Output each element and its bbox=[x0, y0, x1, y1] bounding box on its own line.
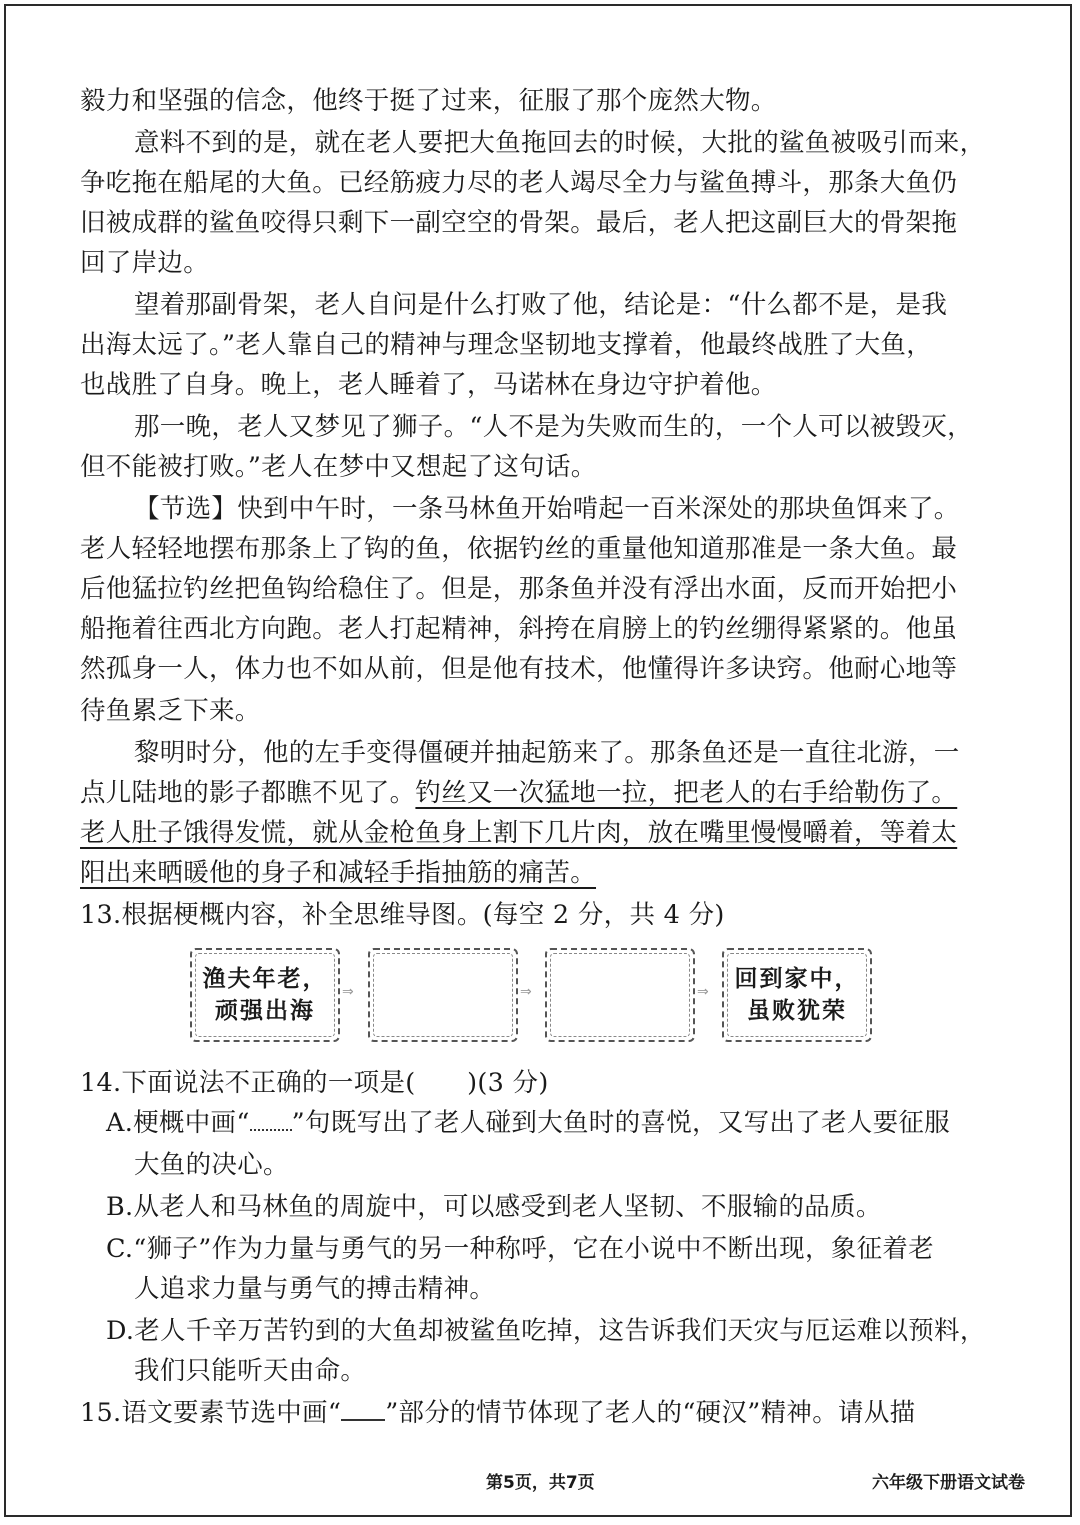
box-text: 回到家中， bbox=[734, 965, 860, 992]
wavy-line-marker bbox=[250, 1115, 292, 1131]
box-border bbox=[550, 953, 690, 1037]
underlined-sentence: 阳出来晒暖他的身子和减轻手指抽筋的痛苦。 bbox=[80, 858, 597, 888]
arrow-icon: ⇒ bbox=[342, 984, 354, 1000]
passage-line: 望着那副骨架，老人自问是什么打败了他，结论是：“什么都不是，是我 bbox=[134, 290, 948, 320]
excerpt-line: 然孤身一人，体力也不如从前，但是他有技术，他懂得许多诀窍。他耐心地等 bbox=[80, 654, 958, 684]
passage-line: 争吃拖在船尾的大鱼。已经筋疲力尽的老人竭尽全力与鲨鱼搏斗，那条大鱼仍 bbox=[80, 168, 958, 198]
mind-map bbox=[190, 948, 880, 1044]
passage-line: 毅力和坚强的信念，他终于挺了过来，征服了那个庞然大物。 bbox=[80, 86, 777, 116]
page-number: 第5页，共7页 bbox=[486, 1473, 595, 1493]
question-15-text: ”部分的情节体现了老人的“硬汉”精神。请从描 bbox=[385, 1398, 916, 1428]
question-13: 13.根据梗概内容，补全思维导图。(每空 2 分，共 4 分) bbox=[80, 900, 725, 930]
option-a-text: ”句既写出了老人碰到大鱼时的喜悦，又写出了老人要征服 bbox=[291, 1108, 951, 1138]
mind-map-box-1 bbox=[190, 948, 340, 1042]
passage-line: 出海太远了。”老人靠自己的精神与理念坚韧地支撑着，他最终战胜了大鱼， bbox=[80, 330, 932, 360]
question-15-text: 15.语文要素节选中画“ bbox=[80, 1398, 342, 1428]
excerpt-line: 后他猛拉钓丝把鱼钩给稳住了。但是，那条鱼并没有浮出水面，反而开始把小 bbox=[80, 574, 958, 604]
exam-title: 六年级下册语文试卷 bbox=[872, 1473, 1025, 1493]
excerpt-line: 黎明时分，他的左手变得僵硬并抽起筋来了。那条鱼还是一直往北游，一 bbox=[134, 738, 960, 768]
excerpt-line: 船拖着往西北方向跑。老人打起精神，斜挎在肩膀上的钓丝绷得紧紧的。他虽 bbox=[80, 614, 958, 644]
excerpt-line: 【节选】快到中午时，一条马林鱼开始啃起一百米深处的那块鱼饵来了。 bbox=[134, 494, 960, 524]
passage-line: 那一晚，老人又梦见了狮子。“人不是为失败而生的，一个人可以被毁灭， bbox=[134, 412, 973, 442]
option-c-cont: 人追求力量与勇气的搏击精神。 bbox=[134, 1274, 496, 1304]
mind-map-blank-box-2[interactable] bbox=[368, 948, 518, 1042]
option-b: B.从老人和马林鱼的周旋中，可以感受到老人坚韧、不服输的品质。 bbox=[106, 1192, 882, 1222]
excerpt-line bbox=[80, 776, 957, 810]
box-border bbox=[727, 953, 867, 1037]
box-text: 顽强出海 bbox=[215, 997, 315, 1024]
excerpt-line: 待鱼累乏下来。 bbox=[80, 696, 261, 726]
arrow-icon: ⇒ bbox=[520, 984, 532, 1000]
straight-line-marker bbox=[341, 1405, 385, 1421]
box-border bbox=[373, 953, 513, 1037]
passage-line: 回了岸边。 bbox=[80, 248, 210, 278]
box-text: 虽败犹荣 bbox=[747, 997, 847, 1024]
arrow-icon: ⇒ bbox=[697, 984, 709, 1000]
question-14: 14.下面说法不正确的一项是( )(3 分) bbox=[80, 1068, 549, 1098]
box-text: 渔夫年老， bbox=[202, 965, 328, 992]
passage-line: 旧被成群的鲨鱼咬得只剩下一副空空的骨架。最后，老人把这副巨大的骨架拖 bbox=[80, 208, 958, 238]
option-a-text: A.梗概中画“ bbox=[106, 1108, 250, 1138]
option-a-cont: 大鱼的决心。 bbox=[134, 1150, 289, 1180]
option-a bbox=[106, 1106, 950, 1140]
mind-map-box-4 bbox=[722, 948, 872, 1042]
excerpt-text: 点儿陆地的影子都瞧不见了。 bbox=[80, 778, 416, 808]
underlined-sentence: 老人肚子饿得发慌，就从金枪鱼身上割下几片肉，放在嘴里慢慢嚼着，等着太 bbox=[80, 818, 958, 848]
option-c: C.“狮子”作为力量与勇气的另一种称呼，它在小说中不断出现，象征着老 bbox=[106, 1234, 934, 1264]
option-d: D.老人千辛万苦钓到的大鱼却被鲨鱼吃掉，这告诉我们天灾与厄运难以预料， bbox=[106, 1316, 986, 1346]
passage-line: 也战胜了自身。晚上，老人睡着了，马诺林在身边守护着他。 bbox=[80, 370, 777, 400]
underlined-sentence: 钓丝又一次猛地一拉，把老人的右手给勒伤了。 bbox=[415, 778, 958, 808]
passage-line: 意料不到的是，就在老人要把大鱼拖回去的时候，大批的鲨鱼被吸引而来， bbox=[134, 128, 986, 158]
excerpt-line: 老人轻轻地摆布那条上了钩的鱼，依据钓丝的重量他知道那准是一条大鱼。最 bbox=[80, 534, 958, 564]
box-border bbox=[195, 953, 335, 1037]
question-15 bbox=[80, 1396, 915, 1430]
passage-line: 但不能被打败。”老人在梦中又想起了这句话。 bbox=[80, 452, 597, 482]
option-d-cont: 我们只能听天由命。 bbox=[134, 1356, 367, 1386]
mind-map-blank-box-3[interactable] bbox=[545, 948, 695, 1042]
